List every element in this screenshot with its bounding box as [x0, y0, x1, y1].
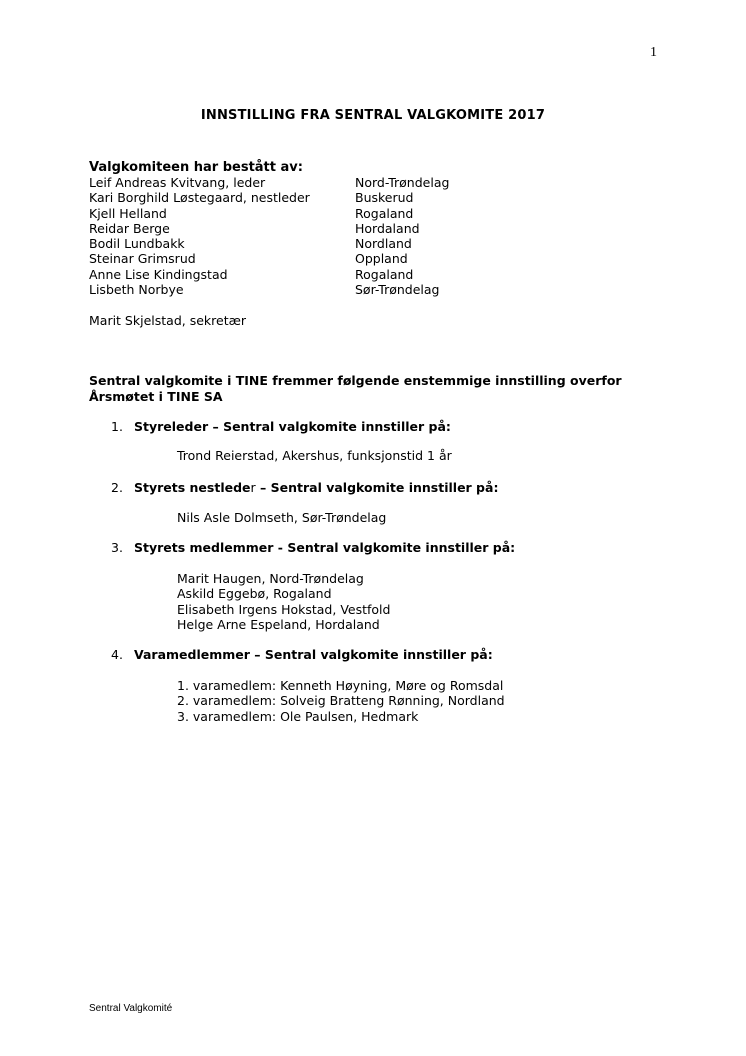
list-item	[89, 236, 509, 251]
list-item	[89, 190, 509, 205]
member-region: Rogaland	[355, 266, 414, 282]
page-number: 1	[650, 45, 657, 60]
section-number: 2.	[111, 480, 123, 495]
section-number: 4.	[111, 647, 123, 662]
member-region: Buskerud	[355, 190, 414, 206]
section-title-part: – Sentral valgkomite innstiller på:	[255, 480, 499, 495]
list-item: Trond Reierstad, Akershus, funksjonstid 1 år	[177, 448, 452, 463]
intro-line: Årsmøtet i TINE SA	[89, 388, 223, 404]
list-item: 2. varamedlem: Solveig Bratteng Rønning, Nordland	[177, 693, 505, 709]
member-name: Reidar Berge	[89, 220, 170, 236]
committee-heading: Valgkomiteen har bestått av:	[89, 160, 303, 175]
list-item: Nils Asle Dolmseth, Sør-Trøndelag	[177, 510, 387, 525]
member-name: Anne Lise Kindingstad	[89, 266, 228, 282]
list-item	[89, 251, 509, 266]
list-item	[89, 282, 509, 297]
section-title: Varamedlemmer – Sentral valgkomite innstiller på:	[134, 647, 493, 662]
committee-member-list	[89, 175, 509, 297]
secretary: Marit Skjelstad, sekretær	[89, 313, 247, 328]
member-region: Sør-Trøndelag	[355, 282, 440, 298]
member-region: Rogaland	[355, 205, 414, 221]
member-name: Steinar Grimsrud	[89, 251, 196, 267]
member-name: Lisbeth Norbye	[89, 282, 184, 298]
list-item	[89, 206, 509, 221]
member-name: Kjell Helland	[89, 205, 167, 221]
member-region: Nord-Trøndelag	[355, 175, 450, 190]
section-number: 3.	[111, 540, 123, 555]
list-item: Helge Arne Espeland, Hordaland	[177, 616, 380, 632]
section-number: 1.	[111, 419, 123, 434]
list-item: 1. varamedlem: Kenneth Høyning, Møre og Romsdal	[177, 678, 504, 693]
intro-line: Sentral valgkomite i TINE fremmer følgende enstemmige innstilling overfor	[89, 373, 622, 388]
intro-paragraph	[89, 373, 622, 404]
section-title	[134, 480, 498, 496]
section-title: Styreleder – Sentral valgkomite innstiller på:	[134, 419, 451, 434]
member-region: Nordland	[355, 236, 412, 252]
member-region: Oppland	[355, 251, 408, 267]
nominee-list	[177, 571, 390, 632]
list-item: Marit Haugen, Nord-Trøndelag	[177, 571, 364, 586]
list-item: 3. varamedlem: Ole Paulsen, Hedmark	[177, 708, 419, 724]
nominee-list	[177, 678, 505, 724]
list-item: Askild Eggebø, Rogaland	[177, 586, 332, 602]
document-title: INNSTILLING FRA SENTRAL VALGKOMITE 2017	[200, 108, 546, 123]
nominee-list	[177, 448, 452, 463]
section-title-part: Styrets nestlede	[134, 480, 251, 495]
list-item: Elisabeth Irgens Hokstad, Vestfold	[177, 601, 391, 617]
list-item	[89, 175, 509, 190]
list-item	[89, 221, 509, 236]
section-title-part: r	[250, 480, 256, 495]
nominee-list	[177, 510, 386, 525]
member-name: Bodil Lundbakk	[89, 236, 185, 252]
section-title: Styrets medlemmer - Sentral valgkomite innstiller på:	[134, 540, 516, 555]
list-item	[89, 267, 509, 282]
member-name: Kari Borghild Løstegaard, nestleder	[89, 190, 310, 206]
member-region: Hordaland	[355, 220, 420, 236]
member-name: Leif Andreas Kvitvang, leder	[89, 175, 266, 190]
footer: Sentral Valgkomité	[89, 1003, 173, 1014]
